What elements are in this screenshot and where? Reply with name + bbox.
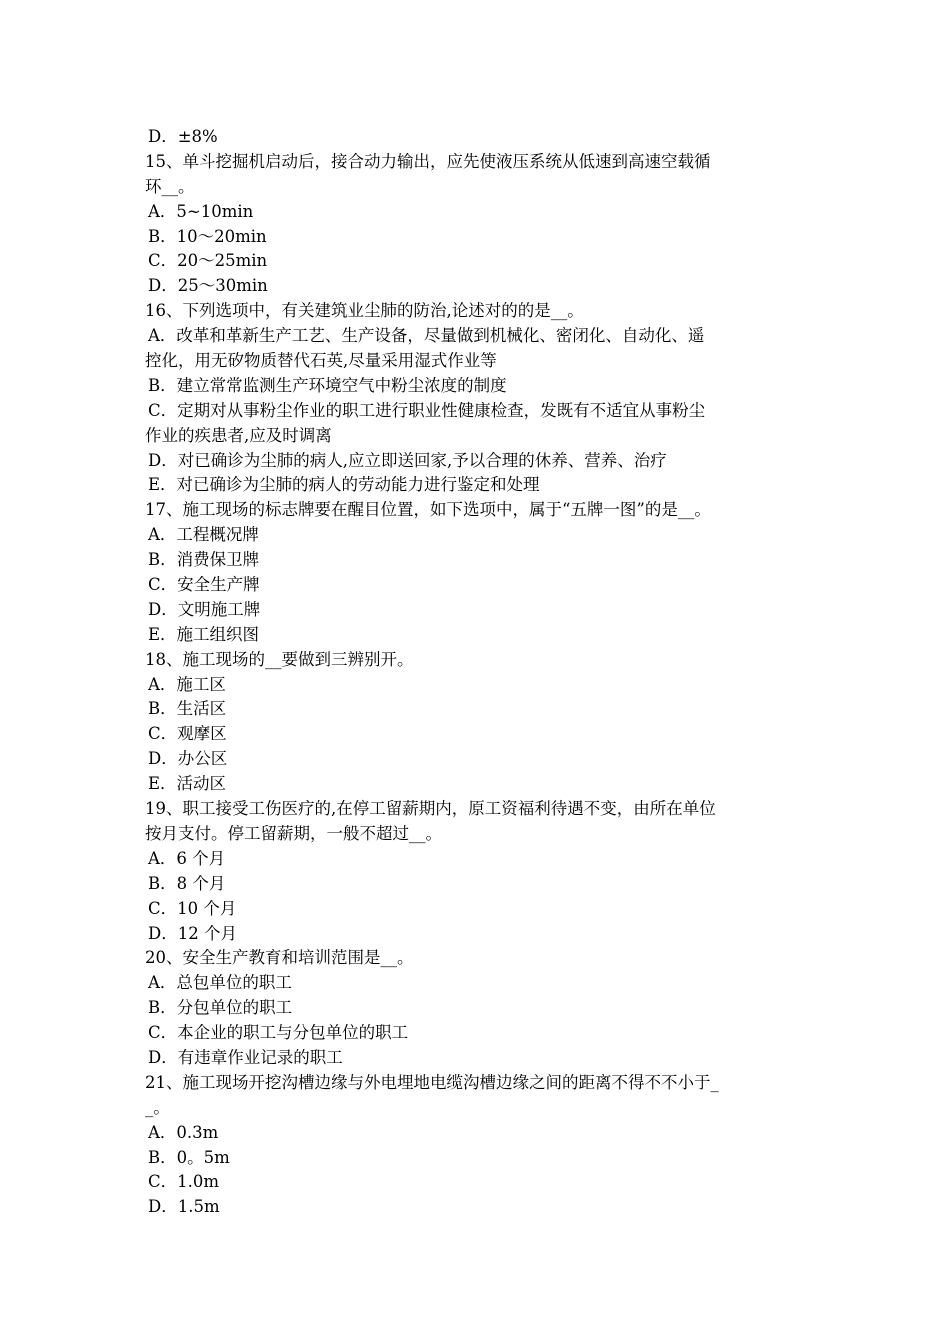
question-line: 环__。	[145, 176, 195, 196]
option-line: C．1.0m	[148, 1172, 220, 1192]
question-line: 21、施工现场开挖沟槽边缘与外电埋地电缆沟槽边缘之间的距离不得不不小于_	[145, 1072, 719, 1092]
option-line: A．总包单位的职工	[148, 973, 292, 993]
option-line: A．工程概况牌	[148, 525, 259, 545]
option-line: A．改革和革新生产工艺、生产设备，尽量做到机械化、密闭化、自动化、遥	[148, 326, 705, 346]
question-line: 20、安全生产教育和培训范围是__。	[145, 948, 414, 968]
question-line: 作业的疾患者,应及时调离	[145, 425, 332, 445]
option-line: D．1.5m	[148, 1197, 220, 1217]
question-line: 按月支付。停工留薪期，一般不超过__。	[145, 823, 442, 843]
option-line: A．施工区	[148, 674, 226, 694]
option-line: B．分包单位的职工	[148, 998, 293, 1018]
option-line: C．安全生产牌	[148, 575, 260, 595]
option-line: B．8 个月	[148, 873, 226, 893]
question-line: 控化，用无矽物质替代石英,尽量采用湿式作业等	[145, 351, 497, 371]
option-line: B．10～20min	[148, 226, 267, 246]
option-line: C．20～25min	[148, 251, 268, 271]
option-line: E．对已确诊为尘肺的病人的劳动能力进行鉴定和处理	[148, 475, 540, 495]
question-line: 15、单斗挖掘机启动后，接合动力输出，应先使液压系统从低速到高速空载循	[145, 151, 711, 171]
option-line: A．0.3m	[148, 1122, 219, 1142]
option-line: E．活动区	[148, 774, 227, 794]
option-line: C．10 个月	[148, 898, 237, 918]
question-line: 19、职工接受工伤医疗的,在停工留薪期内，原工资福利待遇不变，由所在单位	[145, 799, 716, 819]
option-line: D．12 个月	[148, 923, 237, 943]
option-line: B．生活区	[148, 699, 227, 719]
option-line: C．观摩区	[148, 724, 227, 744]
option-line: B．0。5m	[148, 1147, 230, 1167]
option-line: D．25～30min	[148, 276, 268, 296]
document-page	[145, 125, 809, 1220]
question-line: 18、施工现场的__要做到三辨别开。	[145, 649, 414, 669]
option-line: E．施工组织图	[148, 624, 260, 644]
question-line: 17、施工现场的标志牌要在醒目位置，如下选项中，属于“五牌一图”的是__。	[145, 500, 711, 520]
option-line: B．消费保卫牌	[148, 550, 260, 570]
option-line: A．5~10min	[148, 201, 254, 221]
option-line: A．6 个月	[148, 848, 226, 868]
option-line: D．文明施工牌	[148, 599, 261, 619]
option-line: B．建立常常监测生产环境空气中粉尘浓度的制度	[148, 375, 507, 395]
option-line: D．有违章作业记录的职工	[148, 1047, 343, 1067]
option-line: D．对已确诊为尘肺的病人,应立即送回家,予以合理的休养、营养、治疗	[148, 450, 667, 470]
option-line: C．本企业的职工与分包单位的职工	[148, 1023, 409, 1043]
option-line: D．办公区	[148, 749, 228, 769]
question-line: 16、下列选项中，有关建筑业尘肺的防治,论述对的的是__。	[145, 301, 584, 321]
option-line: D．±8%	[148, 127, 218, 146]
question-line: _。	[145, 1097, 170, 1117]
option-line: C．定期对从事粉尘作业的职工进行职业性健康检查，发既有不适宜从事粉尘	[148, 400, 706, 420]
